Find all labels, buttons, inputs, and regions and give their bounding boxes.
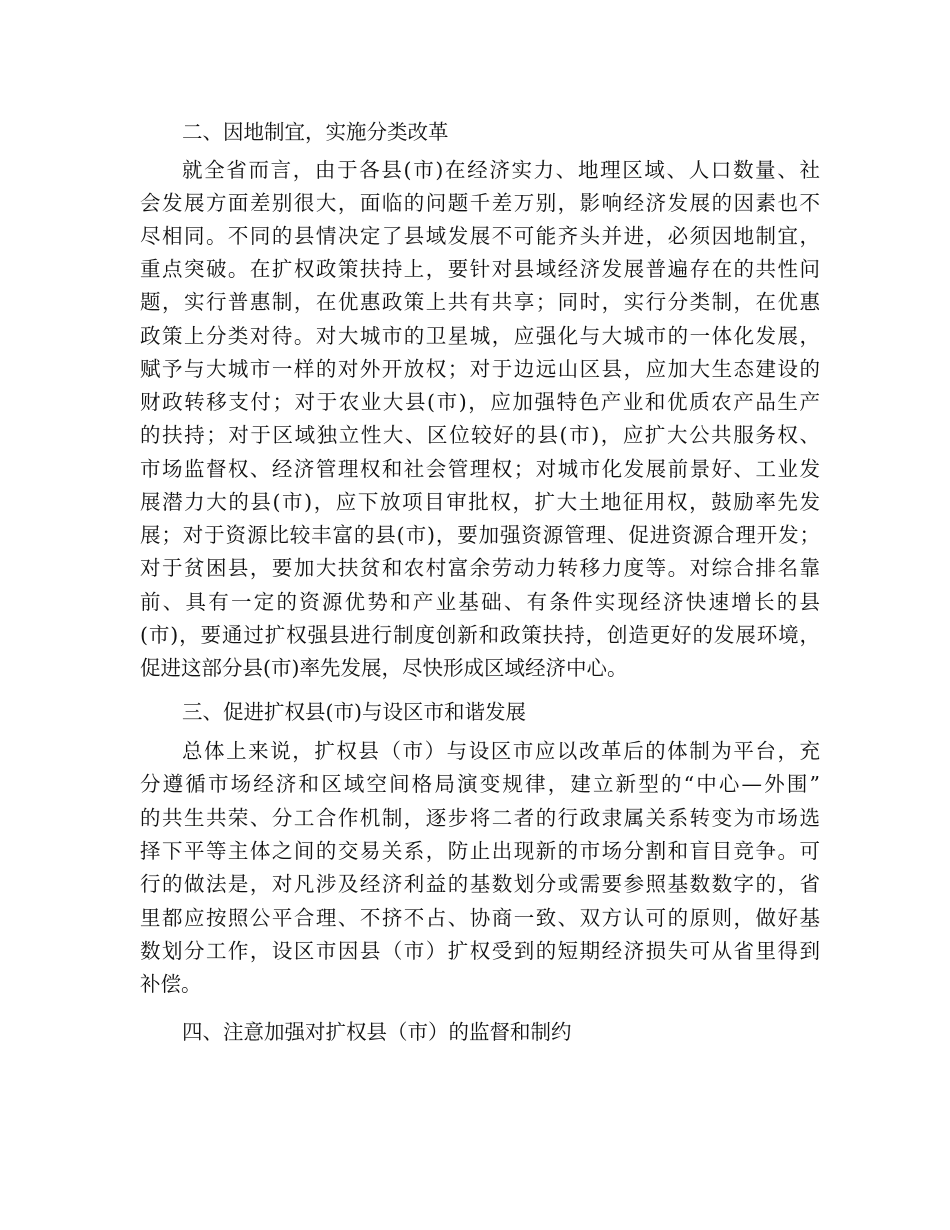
paragraph-line: 展潜力大的县(市)，应下放项目审批权，扩大土地征用权，鼓励率先发: [140, 490, 820, 514]
section-heading-3: 三、促进扩权县(市)与设区市和谐发展: [182, 700, 526, 724]
paragraph-line: 赋予与大城市一样的对外开放权；对于边远山区县，应加大生态建设的: [140, 357, 820, 381]
paragraph-line: 前、具有一定的资源优势和产业基础、有条件实现经济快速增长的县: [140, 590, 820, 614]
paragraph-line: 促进这部分县(市)率先发展，尽快形成区域经济中心。: [140, 656, 628, 680]
paragraph-line: 行的做法是，对凡涉及经济利益的基数划分或需要参照基数数字的，省: [140, 872, 820, 896]
paragraph-line: 展；对于资源比较丰富的县(市)，要加强资源管理、促进资源合理开发；: [140, 523, 820, 547]
paragraph-line: 会发展方面差别很大，面临的问题千差万别，影响经济发展的因素也不: [140, 191, 820, 215]
section-heading-2: 二、因地制宜，实施分类改革: [182, 120, 449, 144]
paragraph-line: 重点突破。在扩权政策扶持上，要针对县域经济发展普遍存在的共性问: [140, 257, 820, 281]
paragraph-line: 尽相同。不同的县情决定了县域发展不可能齐头并进，必须因地制宜，: [140, 224, 820, 248]
paragraph-line: 总体上来说，扩权县（市）与设区市应以改革后的体制为平台，充: [182, 739, 820, 763]
paragraph-line: 的扶持；对于区域独立性大、区位较好的县(市)，应扩大公共服务权、: [140, 423, 820, 447]
paragraph-line: 题，实行普惠制，在优惠政策上共有共享；同时，实行分类制，在优惠: [140, 290, 820, 314]
paragraph-line: 就全省而言，由于各县(市)在经济实力、地理区域、人口数量、社: [182, 158, 820, 182]
paragraph-line: 财政转移支付；对于农业大县(市)，应加强特色产业和优质农产品生产: [140, 390, 820, 414]
section-heading-4: 四、注意加强对扩权县（市）的监督和制约: [182, 1020, 572, 1044]
paragraph-line: 市场监督权、经济管理权和社会管理权；对城市化发展前景好、工业发: [140, 457, 820, 481]
paragraph-line: 里都应按照公平合理、不挤不占、协商一致、双方认可的原则，做好基: [140, 906, 820, 930]
paragraph-line: 分遵循市场经济和区域空间格局演变规律，建立新型的“中心—外围”: [140, 772, 820, 796]
paragraph-line: 的共生共荣、分工合作机制，逐步将二者的行政隶属关系转变为市场选: [140, 806, 820, 830]
paragraph-line: 对于贫困县，要加大扶贫和农村富余劳动力转移力度等。对综合排名靠: [140, 556, 820, 580]
paragraph-line: 数划分工作，设区市因县（市）扩权受到的短期经济损失可从省里得到: [140, 939, 820, 963]
paragraph-line: (市)，要通过扩权强县进行制度创新和政策扶持，创造更好的发展环境，: [140, 623, 820, 647]
paragraph-line: 择下平等主体之间的交易关系，防止出现新的市场分割和盲目竞争。可: [140, 839, 820, 863]
paragraph-line: 补偿。: [140, 972, 202, 996]
paragraph-line: 政策上分类对待。对大城市的卫星城，应强化与大城市的一体化发展，: [140, 324, 820, 348]
